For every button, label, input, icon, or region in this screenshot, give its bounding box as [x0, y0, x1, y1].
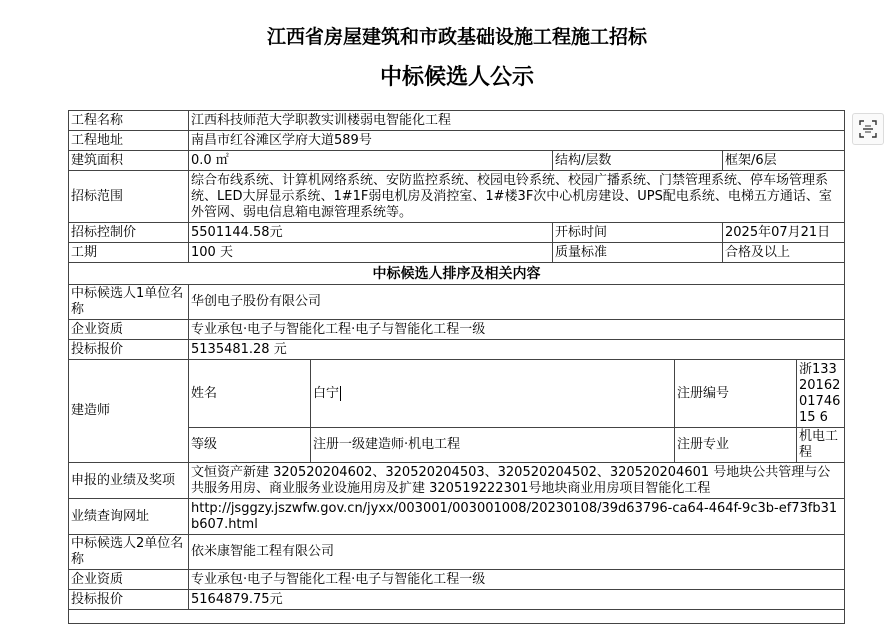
grade-value: 注册一级建造师·机电工程 [311, 428, 675, 463]
price-limit-value: 5501144.58元 [189, 223, 553, 243]
project-address-value: 南昌市红谷滩区学府大道589号 [189, 131, 845, 151]
reg-no-label: 注册编号 [675, 360, 797, 428]
start-time-value: 2025年07月21日 [723, 223, 845, 243]
candidate2-bid-label: 投标报价 [69, 590, 189, 610]
scan-tool-button[interactable] [852, 113, 884, 145]
area-label: 建筑面积 [69, 151, 189, 171]
table-row [69, 340, 845, 360]
scan-icon [859, 120, 877, 138]
section-title: 中标候选人排序及相关内容 [69, 263, 845, 285]
table-row [69, 499, 845, 535]
table-row [69, 223, 845, 243]
table-row [69, 243, 845, 263]
grade-label: 等级 [189, 428, 311, 463]
table-row [69, 535, 845, 570]
candidate2-unit-label: 中标候选人2单位名称 [69, 535, 189, 570]
table-row [69, 111, 845, 131]
structure-label: 结构/层数 [553, 151, 723, 171]
table-continuation [69, 610, 845, 624]
candidate1-bid-value: 5135481.28 元 [189, 340, 845, 360]
candidate1-qual-value: 专业承包·电子与智能化工程·电子与智能化工程一级 [189, 320, 845, 340]
performance-value: 文恒资产新建 320520204602、320520204503、320520204502、320520204601 号地块公共管理与公共服务用房、商业服务业设施用房及扩建 320519222301号地块商业用房项目智能化工程 [189, 463, 845, 499]
notice-title: 江西省房屋建筑和市政基础设施工程施工招标 [266, 26, 647, 48]
quality-label: 质量标准 [553, 243, 723, 263]
project-name-label: 工程名称 [69, 111, 189, 131]
table-row [69, 285, 845, 320]
scope-value: 综合布线系统、计算机网络系统、安防监控系统、校园电铃系统、校园广播系统、门禁管理系统、停车场管理系统、LED大屏显示系统、1#1F弱电机房及消控室、1#楼3F次中心机房建设、UPS配电系统、电梯五方通话、室外管网、弱电信息箱电源管理系统等。 [189, 171, 845, 223]
duration-value: 100 天 [189, 243, 553, 263]
query-url-value[interactable]: http://jsggzy.jszwfw.gov.cn/jyxx/003001/003001008/20230108/39d63796-ca64-464f-9c3b-ef73fb31b607.html [189, 499, 845, 535]
candidate2-qual-label: 企业资质 [69, 570, 189, 590]
candidate1-unit-label: 中标候选人1单位名称 [69, 285, 189, 320]
builder-name-label: 姓名 [189, 360, 311, 428]
area-value: 0.0 ㎡ [189, 151, 553, 171]
builder-label: 建造师 [69, 360, 189, 463]
duration-label: 工期 [69, 243, 189, 263]
table-row [69, 171, 845, 223]
notice-subtitle: 中标候选人公示 [379, 64, 534, 90]
major-label: 注册专业 [675, 428, 797, 463]
table-row [69, 590, 845, 610]
structure-value: 框架/6层 [723, 151, 845, 171]
price-limit-label: 招标控制价 [69, 223, 189, 243]
builder-name-text: 白宁 [313, 385, 340, 401]
project-address-label: 工程地址 [69, 131, 189, 151]
table-row [69, 360, 845, 428]
candidate2-unit-value: 依米康智能工程有限公司 [189, 535, 845, 570]
table-row [69, 263, 845, 285]
builder-name-value[interactable] [311, 360, 675, 428]
start-time-label: 开标时间 [553, 223, 723, 243]
table-row [69, 570, 845, 590]
quality-value: 合格及以上 [723, 243, 845, 263]
scope-label: 招标范围 [69, 171, 189, 223]
query-url-label: 业绩查询网址 [69, 499, 189, 535]
candidate2-bid-value: 5164879.75元 [189, 590, 845, 610]
notice-table [68, 110, 845, 624]
table-row [69, 320, 845, 340]
candidate1-unit-value: 华创电子股份有限公司 [189, 285, 845, 320]
major-value: 机电工程 [797, 428, 845, 463]
table-row [69, 131, 845, 151]
performance-label: 申报的业绩及奖项 [69, 463, 189, 499]
text-cursor [340, 386, 341, 401]
table-row [69, 463, 845, 499]
reg-no-value: 浙133201620174615 6 [797, 360, 845, 428]
table-row [69, 610, 845, 624]
project-name-value: 江西科技师范大学职教实训楼弱电智能化工程 [189, 111, 845, 131]
candidate2-qual-value: 专业承包·电子与智能化工程·电子与智能化工程一级 [189, 570, 845, 590]
candidate1-bid-label: 投标报价 [69, 340, 189, 360]
candidate1-qual-label: 企业资质 [69, 320, 189, 340]
table-row [69, 151, 845, 171]
